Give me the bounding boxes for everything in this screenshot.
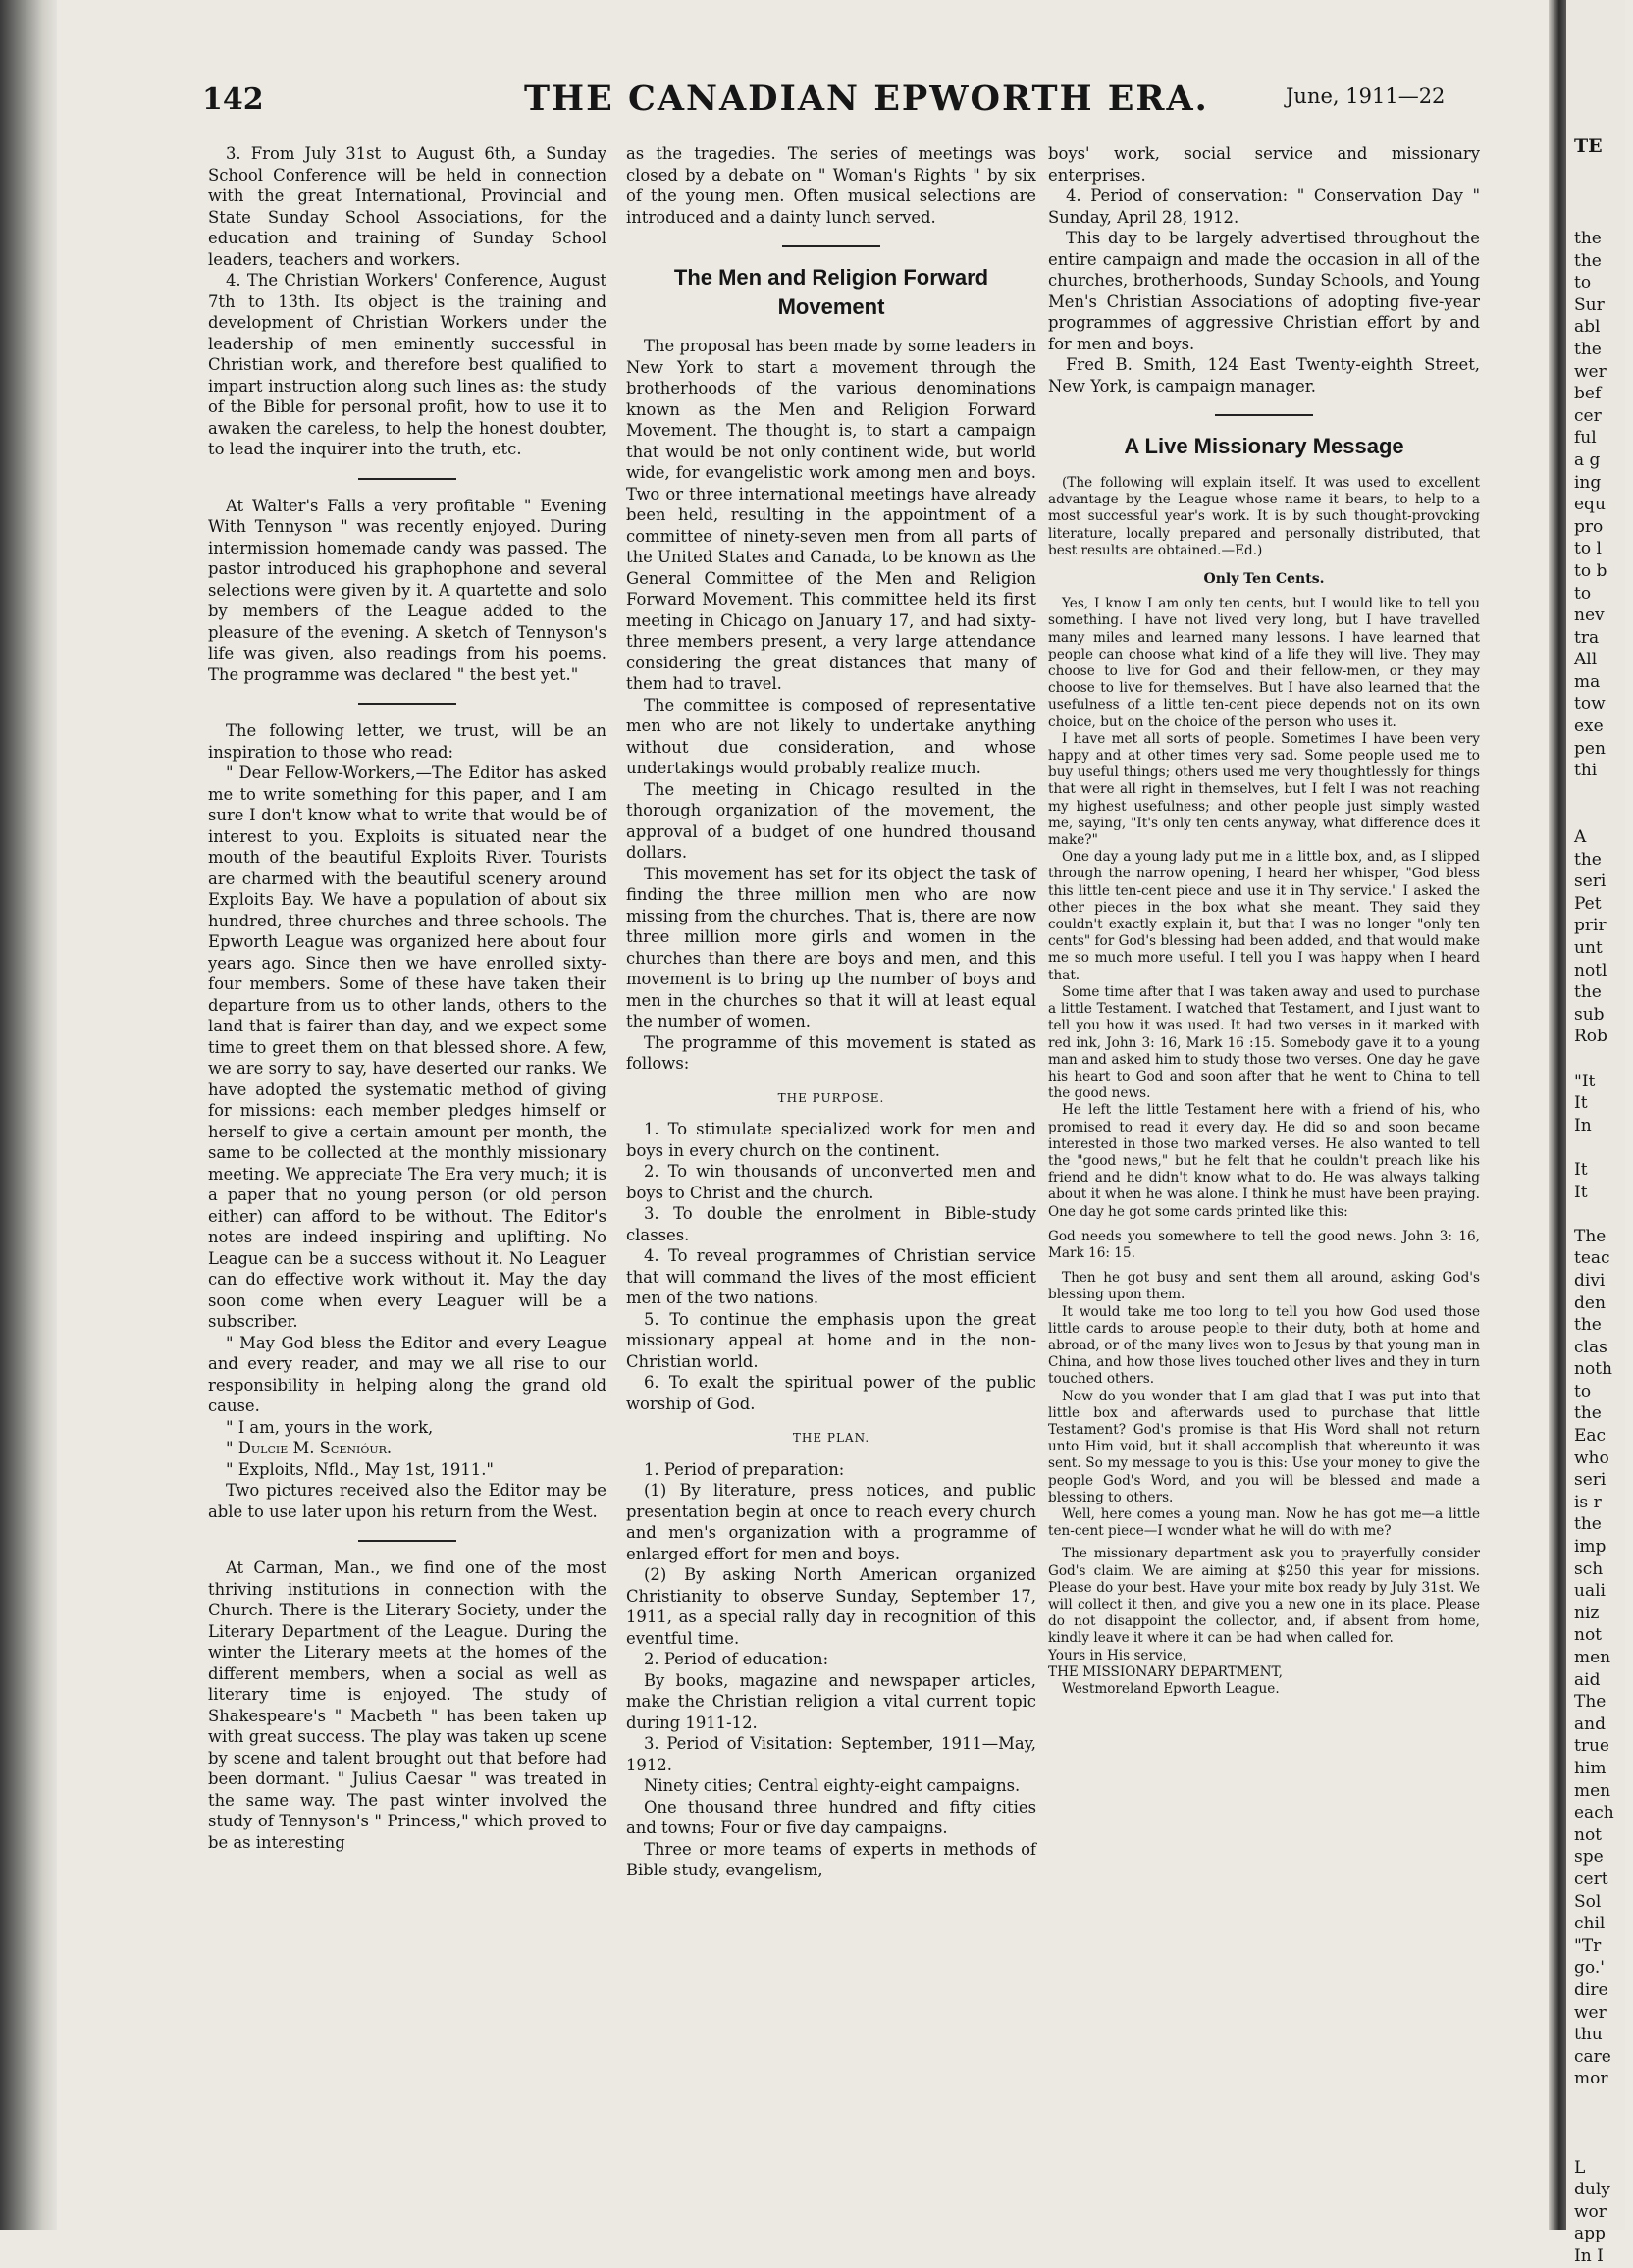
adjacent-line-fragment: L — [1574, 2157, 1586, 2178]
column-2 — [626, 143, 1036, 1881]
adjacent-line-fragment: seri — [1574, 871, 1607, 892]
adjacent-line-fragment: wer — [1574, 2002, 1607, 2023]
adjacent-line-fragment — [1574, 2112, 1633, 2135]
adjacent-line-fragment: care — [1574, 2046, 1611, 2067]
adjacent-line-fragment: to — [1574, 273, 1592, 293]
adjacent-line-fragment: the — [1574, 849, 1602, 870]
adjacent-line-fragment: exe — [1574, 716, 1604, 737]
paragraph: Fred B. Smith, 124 East Twenty-eighth Street, New York, is campaign manager. — [1048, 355, 1480, 396]
column-3 — [1048, 143, 1480, 1698]
adjacent-line-fragment: is r — [1574, 1492, 1602, 1512]
paragraph: One day a young lady put me in a little box, and, as I slipped through the narrow opening, I heard her whisper, "God bless this little ten-cent piece and use it in Thy service." I asked the other pieces in the box what she meant. They said they couldn't exactly explain it, but that I was no longer "only ten cents" for God's blessing had been added, and that would make me so much more useful. I tell you I was happy when I heard that. — [1048, 849, 1480, 983]
paragraph: Two pictures received also the Editor may be able to use later upon his return from the West. — [208, 1481, 606, 1521]
paragraph: The programme of this movement is stated as follows: — [626, 1032, 1036, 1073]
adjacent-line-fragment: "Tr — [1574, 1935, 1602, 1956]
paragraph: The following letter, we trust, will be an inspiration to those who read: — [208, 721, 606, 762]
adjacent-line-fragment: teac — [1574, 1248, 1610, 1269]
adjacent-line-fragment: divi — [1574, 1270, 1606, 1291]
adjacent-line-fragment: Sur — [1574, 294, 1605, 315]
adjacent-line-fragment: The — [1574, 1226, 1607, 1246]
adjacent-line-fragment — [1574, 1203, 1633, 1226]
adjacent-line-fragment: A — [1574, 827, 1587, 848]
adjacent-line-fragment: ing — [1574, 472, 1602, 493]
paragraph: He left the little Testament here with a friend of his, who promised to read it every day. He did so and soon became interested in those two marked verses. He also wanted to tell the "good news," but he felt that he couldn't preach like his friend and he didn't know what to do. He was always talking about it when he was alone. I think he must have been praying. One day he got some cards printed like this: — [1048, 1102, 1480, 1220]
letter-signature: " Dulcie M. Scenióur. — [226, 1439, 393, 1457]
adjacent-line-fragment: The — [1574, 1692, 1607, 1713]
section-divider — [358, 703, 456, 705]
list-item: 2. To win thousands of unconverted men and boys to Christ and the church. — [626, 1162, 1036, 1202]
paragraph: 4. The Christian Workers' Conference, August 7th to 13th. Its object is the training and development of Christian Workers under the leadership of men eminently successful in Christian work, and therefore best qualified to impart instruction along such lines as: the study of the Bible for personal profit, how to use it to awaken the careless, to help the honest doubter, to lead the inquirer into the truth, etc. — [208, 271, 606, 458]
adjacent-line-fragment: "It — [1574, 1071, 1596, 1091]
adjacent-line-fragment: ful — [1574, 428, 1597, 448]
adjacent-line-fragment: equ — [1574, 495, 1606, 515]
paragraph: boys' work, social service and missionary enterprises. — [1048, 144, 1480, 185]
adjacent-line-fragment: thi — [1574, 761, 1598, 781]
list-item: 1. Period of preparation: — [644, 1459, 845, 1479]
paragraph: The proposal has been made by some leaders in New York to start a movement through the brotherhoods of the various denominations known as the Men and Religion Forward Movement. The thought is, to start a campaign that would be not only continent wide, but world wide, for evangelistic work among men and boys. Two or three international meetings have already been held, resulting in the appointment of a committee of ninety-seven men from all parts of the United States and Canada, to be known as the General Committee of the Men and Religion Forward Movement. This committee held its first meeting in Chicago on January 17, and had sixty-three members present, a very large attendance considering the great distances that many of them had to travel. — [626, 337, 1036, 693]
paragraph: One thousand three hundred and fifty cities and towns; Four or five day campaigns. — [626, 1797, 1036, 1837]
list-item: 3. To double the enrolment in Bible-study classes. — [626, 1204, 1036, 1244]
paragraph: I have met all sorts of people. Sometimes I have been very happy and at other times very sad. Some people used me to buy useful things; others used me very thoughtlessly for things that were all right in themselves, but I felt I was not reaching my highest usefulness; and other people just simply wasted me, saying, "It's only ten cents anyway, what difference does it make?" — [1048, 730, 1480, 849]
adjacent-line-fragment: ma — [1574, 671, 1601, 692]
paragraph: The missionary department ask you to prayerfully consider God's claim. We are aiming at $250 this year for missions. Please do your best. Have your mite box ready by July 31st. We will collect it then, and give you a new one in its place. Please do not disappoint the collector, and, if absent from home, kindly leave it where it can be had when called for. — [1048, 1546, 1480, 1647]
adjacent-line-fragment: duly — [1574, 2180, 1610, 2200]
paragraph: This movement has set for its object the task of finding the three million men who are now missing from the churches. That is, there are now three million more girls and women in the churches than there are boys and men, and this movement is to bring up the number of boys and men in the churches so that it will at least equal the number of women. — [626, 864, 1036, 1030]
adjacent-line-fragment: to b — [1574, 560, 1607, 581]
letter-dateline: " Exploits, Nfld., May 1st, 1911." — [226, 1459, 494, 1479]
adjacent-line-fragment — [1574, 804, 1633, 826]
adjacent-line-fragment: pro — [1574, 516, 1604, 537]
adjacent-line-fragment — [1574, 2090, 1633, 2113]
adjacent-line-fragment: the — [1574, 1514, 1602, 1535]
letter-closing: " May God bless the Editor and every League and every reader, and may we all rise to our responsibility in helping along the grand old cause. — [208, 1333, 606, 1415]
adjacent-line-fragment: It — [1574, 1159, 1588, 1180]
adjacent-line-fragment: the — [1574, 229, 1602, 248]
adjacent-line-fragment: a g — [1574, 449, 1601, 470]
paragraph: 4. Period of conservation: " Conservation Day " Sunday, April 28, 1912. — [1048, 186, 1480, 227]
adjacent-page-edge — [1566, 0, 1625, 2267]
adjacent-line-fragment: nev — [1574, 606, 1605, 626]
column-1 — [208, 143, 606, 1853]
adjacent-line-fragment: abl — [1574, 317, 1601, 338]
adjacent-line-fragment: to — [1574, 1381, 1592, 1401]
paragraph: Three or more teams of experts in methods of Bible study, evangelism, — [626, 1839, 1036, 1879]
list-item: 3. Period of Visitation: September, 1911—May, 1912. — [626, 1734, 1036, 1774]
paragraph: Then he got busy and sent them all around, asking God's blessing upon them. — [1048, 1270, 1480, 1303]
adjacent-line-fragment: him — [1574, 1758, 1607, 1778]
paragraph: Ninety cities; Central eighty-eight campaigns. — [644, 1776, 1021, 1795]
book-binding-edge — [0, 0, 57, 2230]
list-item: 2. Period of education: — [644, 1650, 829, 1668]
adjacent-line-fragment: Sol — [1574, 1891, 1602, 1912]
paragraph: At Carman, Man., we find one of the most thriving institutions in connection with the Church. There is the Literary Society, under the Literary Department of the League. During the winter the Literary meets at the homes of the different members, when a social as well as literary time is enjoyed. The study of Shakespeare's " Macbeth " has been taken up with great success. The play was taken up scene by scene and talent brought out that before had been dormant. " Julius Caesar " was treated in the same way. The past winter involved the study of Tennyson's " Princess," which proved to be as interesting — [208, 1558, 606, 1852]
adjacent-line-fragment: each — [1574, 1803, 1614, 1823]
editor-intro: (The following will explain itself. It was used to excellent advantage by the League whose name it bears, to help to a most successful year's work. It is by such thought-provoking literature, locally prepared and personally distributed, that best results are obtained.—Ed.) — [1048, 475, 1480, 558]
adjacent-line-fragment: tow — [1574, 694, 1606, 714]
paragraph: as the tragedies. The series of meetings was closed by a debate on " Woman's Rights " by six of the young men. Often musical selections are introduced and a dainty lunch served. — [626, 144, 1036, 227]
paragraph: The committee is composed of representative men who are not likely to undertake anything without due consideration, and whose undertakings would probably realize much. — [626, 695, 1036, 777]
adjacent-line-fragment: go.' — [1574, 1958, 1605, 1978]
paragraph: At Walter's Falls a very profitable " Evening With Tennyson " was recently enjoyed. During intermission homemade candy was passed. The pastor introduced his graphophone and several selections were given by it. A quartette and solo by members of the League added to the pleasure of the evening. A sketch of Tennyson's life was given, also readings from his poems. The programme was declared " the best yet." — [208, 496, 606, 684]
adjacent-line-fragment: true — [1574, 1736, 1609, 1757]
paragraph: (2) By asking North American organized Christianity to observe Sunday, September 17, 1911, as a special rally day in recognition of this eventful time. — [626, 1565, 1036, 1648]
paragraph: Well, here comes a young man. Now he has got me—a little ten-cent piece—I wonder what he will do with me? — [1048, 1505, 1480, 1540]
adjacent-line-fragment: Rob — [1574, 1027, 1607, 1047]
adjacent-line-fragment: cert — [1574, 1869, 1608, 1889]
adjacent-line-fragment: men — [1574, 1780, 1611, 1801]
adjacent-line-fragment: dire — [1574, 1979, 1608, 2000]
publication-title: THE CANADIAN EPWORTH ERA. — [524, 79, 1209, 119]
adjacent-line-fragment: All — [1574, 650, 1598, 670]
adjacent-line-fragment: noth — [1574, 1359, 1612, 1380]
section-divider — [358, 1540, 456, 1542]
page-gutter — [1549, 0, 1566, 2230]
adjacent-line-fragment: not — [1574, 1625, 1603, 1646]
paragraph: (1) By literature, press notices, and public presentation begin at once to reach every church and men's organization with a programme of enlarged effort for men and boys. — [626, 1481, 1036, 1563]
adjacent-line-fragment: mor — [1574, 2069, 1608, 2089]
issue-date: June, 1911—22 — [1286, 84, 1446, 108]
adjacent-line-fragment: den — [1574, 1292, 1606, 1313]
adjacent-line-fragment: wer — [1574, 361, 1607, 382]
list-item: 6. To exalt the spiritual power of the public worship of God. — [626, 1373, 1036, 1413]
adjacent-line-fragment: It — [1574, 1182, 1588, 1202]
signoff: Yours in His service, — [1048, 1647, 1186, 1663]
adjacent-line-fragment: the — [1574, 982, 1602, 1003]
adjacent-line-fragment: imp — [1574, 1537, 1607, 1557]
adjacent-line-fragment: cer — [1574, 405, 1602, 426]
article-heading: A Live Missionary Message — [1124, 434, 1404, 458]
letter-signoff: " I am, yours in the work, — [226, 1417, 434, 1437]
adjacent-line-fragment: aid — [1574, 1669, 1601, 1690]
section-divider — [1215, 414, 1313, 416]
adjacent-line-fragment: It — [1574, 1093, 1588, 1114]
section-divider — [782, 245, 880, 247]
adjacent-line-fragment: seri — [1574, 1470, 1607, 1491]
adjacent-line-fragment: and — [1574, 1714, 1606, 1734]
adjacent-line-fragment: pen — [1574, 738, 1606, 759]
paragraph: By books, magazine and newspaper articles, make the Christian religion a vital current topic during 1911-12. — [626, 1670, 1036, 1732]
paragraph: 3. From July 31st to August 6th, a Sunday School Conference will be held in connection with the great International, Provincial and State Sunday School Associations, for the education and training of Sunday School leaders, teachers and workers. — [208, 144, 606, 269]
adjacent-line-fragment: In I — [1574, 2246, 1604, 2267]
signature-league: Westmoreland Epworth League. — [1062, 1681, 1280, 1698]
adjacent-running-head: TE — [1574, 135, 1603, 157]
adjacent-line-fragment: sch — [1574, 1558, 1604, 1579]
adjacent-line-fragment — [1574, 2135, 1633, 2157]
letter-body: " Dear Fellow-Workers,—The Editor has asked me to write something for this paper, and I am sure I don't know what to write that would be of interest to you. Exploits is situated near the mouth of the beautiful Exploits River. Tourists are charmed with the beautiful scenery around Exploits Bay. We have a population of about six hundred, three churches and three schools. The Epworth League was organized here about four years ago. Since then we have enrolled sixty-four members. Some of these have taken their departure from us to other lands, others to the land that is fairer than day, and we expect some time to greet them on that blessed shore. A few, we are sorry to say, have deserted our ranks. We have adopted the systematic method of giving for missions: each member pledges himself or herself to give a certain amount per month, the same to be collected at the monthly missionary meeting. We appreciate The Era very much; it is a paper that no young person (or old person either) can afford to be without. The Editor's notes are indeed inspiring and uplifting. No League can be a success without it. No Leaguer can do effective work without it. May the day soon come when every Leaguer will be a subscriber. — [208, 764, 606, 1331]
small-print-block — [1048, 475, 1480, 1698]
adjacent-line-fragment: tra — [1574, 627, 1600, 648]
paragraph: It would take me too long to tell you how God used those little cards to arouse people to their duty, both at home and abroad, or of the many lives won to Jesus by that young man in China, and how those lives touched other lives and they in turn touched others. — [1048, 1303, 1480, 1388]
adjacent-line-fragment: the — [1574, 339, 1602, 359]
adjacent-line-fragment: Eac — [1574, 1426, 1607, 1447]
paragraph: Yes, I know I am only ten cents, but I would like to tell you something. I have not lived very long, but I have travelled many miles and learned many lessons. I have learned that people can choose what kind of a life they will live. They may choose to live for God and their fellow-men, or they may choose to live for themselves. But I have also learned that the usefulness of a little ten-cent piece depends not on its own choice, but on the choice of the person who uses it. — [1048, 596, 1480, 730]
adjacent-line-fragment: notl — [1574, 960, 1607, 980]
adjacent-line-fragment: clas — [1574, 1337, 1607, 1357]
adjacent-line-fragment: the — [1574, 250, 1602, 271]
adjacent-line-fragment: chil — [1574, 1914, 1606, 1934]
list-item: 5. To continue the emphasis upon the great missionary appeal at home and in the non-Christian world. — [626, 1309, 1036, 1371]
adjacent-line-fragment: unt — [1574, 938, 1603, 958]
adjacent-line-fragment: sub — [1574, 1004, 1605, 1025]
adjacent-line-fragment: wor — [1574, 2201, 1607, 2222]
paragraph: Some time after that I was taken away and used to purchase a little Testament. I watched that Testament, and I just want to tell you how it was used. It had two verses in it marked with red ink, John 3: 16, Mark 16 :15. Somebody gave it to a young man and asked him to study those two verses. One day he gave his heart to God and soon after that he went to China to tell the good news. — [1048, 983, 1480, 1102]
signature-department: THE MISSIONARY DEPARTMENT, — [1048, 1663, 1283, 1680]
list-item: 4. To reveal programmes of Christian service that will command the lives of the most efficient men of the two nations. — [626, 1246, 1036, 1307]
printed-card-text: God needs you somewhere to tell the good news. John 3: 16, Mark 16: 15. — [1048, 1228, 1480, 1261]
adjacent-line-fragment: uali — [1574, 1581, 1606, 1602]
page-header — [0, 79, 1549, 128]
paragraph: The meeting in Chicago resulted in the thorough organization of the movement, the approval of a budget of one hundred thousand dollars. — [626, 779, 1036, 862]
adjacent-page-text — [1574, 228, 1633, 2268]
subheading: THE PLAN. — [792, 1431, 870, 1445]
subheading: THE PURPOSE. — [777, 1090, 885, 1105]
adjacent-line-fragment: thu — [1574, 2025, 1603, 2045]
adjacent-line-fragment: niz — [1574, 1603, 1600, 1623]
adjacent-line-fragment: to l — [1574, 539, 1602, 559]
paragraph: This day to be largely advertised throughout the entire campaign and made the occasion in all of the churches, brotherhoods, Sunday Schools, and Young Men's Christian Associations of adopting five-year programmes of aggressive Christian effort by and for men and boys. — [1048, 229, 1480, 353]
subheading: Only Ten Cents. — [1203, 571, 1325, 588]
adjacent-line-fragment: prir — [1574, 916, 1607, 936]
adjacent-line-fragment: Pet — [1574, 893, 1602, 914]
adjacent-line-fragment — [1574, 1048, 1633, 1071]
adjacent-line-fragment — [1574, 782, 1633, 805]
adjacent-line-fragment: not — [1574, 1824, 1603, 1845]
paragraph: Now do you wonder that I am glad that I was put into that little box and afterwards used to purchase that little Testament? God's promise is that His Word shall not return unto Him void, but it shall accomplish that whereunto it was sent. So my message to you is this: Use your money to give the people God's Word, and you will be blessed and made a blessing to others. — [1048, 1388, 1480, 1505]
adjacent-line-fragment: spe — [1574, 1847, 1604, 1868]
adjacent-line-fragment: who — [1574, 1448, 1609, 1468]
adjacent-line-fragment: men — [1574, 1648, 1611, 1667]
adjacent-line-fragment: the — [1574, 1403, 1602, 1424]
page-number: 142 — [202, 82, 264, 117]
section-divider — [358, 478, 456, 480]
adjacent-line-fragment: app — [1574, 2224, 1606, 2244]
article-heading: The Men and Religion Forward Movement — [673, 265, 989, 319]
adjacent-line-fragment: to — [1574, 583, 1592, 604]
list-item: 1. To stimulate specialized work for men and boys in every church on the continent. — [626, 1120, 1036, 1160]
adjacent-line-fragment: In — [1574, 1115, 1592, 1135]
adjacent-line-fragment — [1574, 1136, 1633, 1159]
adjacent-line-fragment: the — [1574, 1315, 1602, 1336]
adjacent-line-fragment: bef — [1574, 384, 1602, 404]
